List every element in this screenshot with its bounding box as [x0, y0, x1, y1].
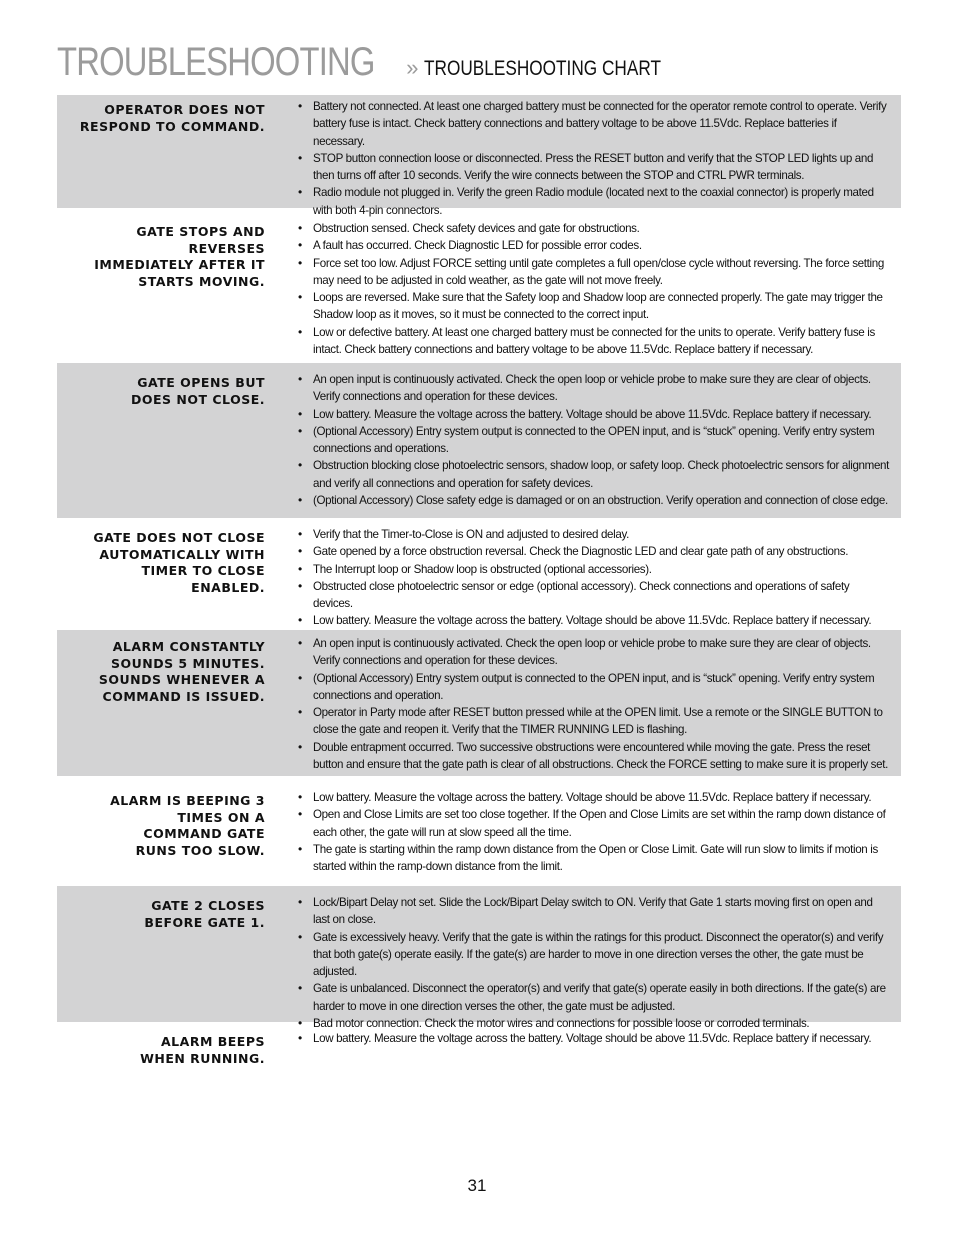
cause-item: • Force set too low. Adjust FORCE setting until gate completes a full open/close cycle without reversing. The force setting may need to be adjusted in cold weather, as the gate will not move freely. [313, 255, 891, 290]
cause-item: • (Optional Accessory) Close safety edge is damaged or on an obstruction. Verify operation and connection of close edge. [313, 492, 891, 509]
problem-label: ALARM CONSTANTLY SOUNDS 5 MINUTES. SOUNDS WHENEVER A COMMAND IS ISSUED. [98, 639, 265, 704]
cause-item: • Loops are reversed. Make sure that the Safety loop and Shadow loop are connected properly. The gate may trigger the Shadow loop as it moves, so it must be connected to the correct input. [313, 289, 891, 324]
page-number: 31 [467, 1176, 487, 1195]
chart-row [57, 363, 901, 518]
cause-item: • Low battery. Measure the voltage across the battery. Voltage should be above 11.5Vdc. Replace battery if necessary. [313, 1030, 891, 1047]
cause-item: • STOP button connection loose or disconnected. Press the RESET button and verify that the STOP LED lights up and then turns off after 10 seconds. Verify the wire connects between the STOP and CTRL PWR terminals. [313, 150, 891, 185]
cause-item: • Verify that the Timer-to-Close is ON and adjusted to desired delay. [313, 526, 891, 543]
section-title: TROUBLESHOOTING [57, 40, 375, 84]
cause-item: • Gate is excessively heavy. Verify that the gate is within the ratings for this product. Disconnect the operator(s) and verify that both gate(s) operate easily. If the gate(s) are harder to move in one direction verses the other, the gate must be adjusted. [313, 929, 891, 981]
cause-item: • A fault has occurred. Check Diagnostic LED for possible error codes. [313, 237, 891, 254]
chart-row [57, 518, 901, 630]
chart-row [57, 208, 901, 363]
cause-list [265, 526, 901, 630]
cause-item: • (Optional Accessory) Entry system output is connected to the OPEN input, and is “stuck” opening. Verify entry system connections and operations. [313, 423, 891, 458]
cause-item: • (Optional Accessory) Entry system output is connected to the OPEN input, and is “stuck” opening. Verify entry system connections and operation. [313, 670, 891, 705]
cause-list [265, 98, 901, 217]
problem-label: GATE OPENS BUT DOES NOT CLOSE. [131, 375, 265, 407]
page-header [57, 42, 713, 82]
problem-label: OPERATOR DOES NOT RESPOND TO COMMAND. [79, 102, 265, 134]
problem-label: GATE 2 CLOSES BEFORE GATE 1. [144, 898, 265, 930]
chart-title: TROUBLESHOOTING CHART [423, 57, 661, 80]
chart-row [57, 95, 901, 217]
problem-label: GATE DOES NOT CLOSE AUTOMATICALLY WITH TIMER TO CLOSE ENABLED. [93, 530, 265, 595]
chart-row [57, 886, 901, 1031]
cause-item: • Double entrapment occurred. Two successive obstructions were encountered while moving the gate. Press the reset button and ensure that the gate path is clear of all obstructions. Check the FORCE setting to make sure it is properly set. [313, 739, 891, 774]
cause-item: • Obstruction blocking close photoelectric sensors, shadow loop, or safety loop. Check photoelectric sensors for alignment and verify all connections and operation for safety devices. [313, 457, 891, 492]
cause-list [265, 635, 901, 776]
cause-item: • An open input is continuously activated. Check the open loop or vehicle probe to make sure they are clear of objects. Verify connections and operation for these devices. [313, 371, 891, 406]
problem-label: GATE STOPS AND REVERSES IMMEDIATELY AFTER IT STARTS MOVING. [94, 224, 265, 289]
cause-item: • The gate is starting within the ramp down distance from the Open or Close Limit. Gate will run slow to limits if motion is started within the ramp-down distance from the limit. [313, 841, 891, 876]
cause-item: • Low battery. Measure the voltage across the battery. Voltage should be above 11.5Vdc. Replace battery if necessary. [313, 789, 891, 806]
cause-list [265, 1030, 901, 1082]
cause-item: • Radio module not plugged in. Verify the green Radio module (located next to the coaxial connector) is properly mated with both 4-pin connectors. [313, 184, 891, 219]
breadcrumb-separator: » [406, 55, 419, 80]
cause-item: • Gate is unbalanced. Disconnect the operator(s) and verify that gate(s) operate easily in both directions. If the gate(s) are harder to move in one direction verses the other, the gate must be adjusted. [313, 980, 891, 1015]
problem-label: ALARM IS BEEPING 3 TIMES ON A COMMAND GATE RUNS TOO SLOW. [110, 793, 265, 858]
chart-row [57, 630, 901, 776]
cause-item: • Low or defective battery. At least one charged battery must be connected for the units to operate. Verify battery fuse is intact. Check battery connections and battery voltage to be above 11.5Vdc. Replace battery if necessary. [313, 324, 891, 359]
cause-item: • Bad motor connection. Check the motor wires and connections for possible loose or corroded terminals. [313, 1015, 891, 1032]
chart-row [57, 1022, 901, 1082]
cause-item: • Obstruction sensed. Check safety devices and gate for obstructions. [313, 220, 891, 237]
cause-item: • Obstructed close photoelectric sensor or edge (optional accessory). Check connections and operations of safety devices. [313, 578, 891, 613]
cause-item: • Lock/Bipart Delay not set. Slide the Lock/Bipart Delay switch to ON. Verify that Gate 1 starts moving first on open and last on close. [313, 894, 891, 929]
cause-list [265, 371, 901, 518]
cause-list [265, 894, 901, 1031]
cause-item: • An open input is continuously activated. Check the open loop or vehicle probe to make sure they are clear of objects. Verify connections and operation for these devices. [313, 635, 891, 670]
cause-item: • Battery not connected. At least one charged battery must be connected for the operator remote control to operate. Verify battery fuse is intact. Check battery connections and battery voltage to be above 11.5Vdc. Replace batteries if necessary. [313, 98, 891, 150]
cause-list [265, 789, 901, 886]
cause-item: • Low battery. Measure the voltage across the battery. Voltage should be above 11.5Vdc. Replace battery if necessary. [313, 612, 891, 629]
cause-item: • Open and Close Limits are set too close together. If the Open and Close Limits are set within the ramp down distance of each other, the gate will run at slow speed all the time. [313, 806, 891, 841]
chart-row [57, 776, 901, 886]
troubleshooting-chart [57, 95, 901, 1082]
cause-item: • Gate opened by a force obstruction reversal. Check the Diagnostic LED and clear gate path of any obstructions. [313, 543, 891, 560]
cause-item: • Operator in Party mode after RESET button pressed while at the OPEN limit. Use a remote or the SINGLE BUTTON to close the gate and reopen it. Verify that the TIMER RUNNING LED is flashing. [313, 704, 891, 739]
cause-list [265, 220, 901, 363]
cause-item: • The Interrupt loop or Shadow loop is obstructed (optional accessories). [313, 561, 891, 578]
cause-item: • Low battery. Measure the voltage across the battery. Voltage should be above 11.5Vdc. Replace battery if necessary. [313, 406, 891, 423]
problem-label: ALARM BEEPS WHEN RUNNING. [140, 1034, 265, 1066]
